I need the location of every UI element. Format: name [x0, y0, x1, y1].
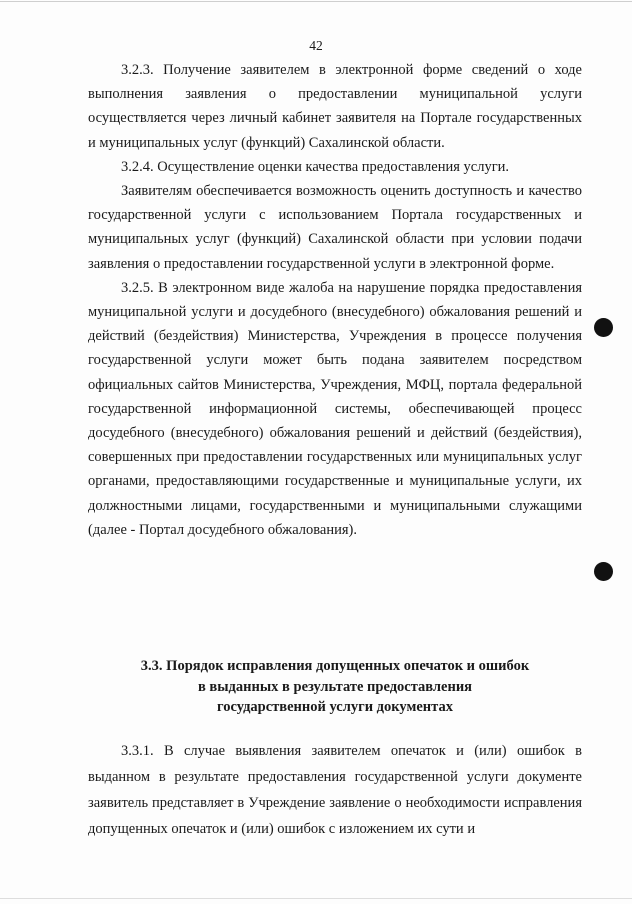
section-heading-line-2: в выданных в результате предоставления: [197, 678, 473, 695]
paragraph-3-2-5: 3.2.5. В электронном виде жалоба на нарушение порядка предоставления муниципальной услуги и досудебного (внесудебного) обжалования решений и действий (бездействия) Министерства, Учреждения в процессе получения государственной услуги может быть подана заявителем посредством официальных сайтов Министерства, Учреждения, МФЦ, портала федеральной государственной информационной системы, обеспечивающей процесс досудебного (внесудебного) обжалования решений и действий (бездействия), совершенных при предоставлении государственных или муниципальных услуг органами, предоставляющими государственные и муниципальные услуги, их должностными лицами, государственными и муниципальными служащими (далее - Портал досудебного обжалования).: [88, 279, 582, 538]
section-heading-line-1: 3.3. Порядок исправления допущенных опечаток и ошибок: [140, 658, 530, 674]
scan-edge-line: [0, 1, 632, 2]
top-text-block: [88, 58, 582, 542]
page-number: 42: [309, 38, 323, 53]
paragraph-3-2-4: 3.2.4. Осуществление оценки качества предоставления услуги.: [121, 158, 510, 175]
paragraph-3-3-1: 3.3.1. В случае выявления заявителем опечаток и (или) ошибок в выданном в результате предоставления государственной услуги документе заявитель представляет в Учреждение заявление о необходимости исправления допущенных опечаток и (или) ошибок с изложением их сути и: [88, 743, 582, 837]
punch-hole-bottom-icon: [594, 562, 613, 581]
scan-edge-line-bottom: [0, 898, 632, 899]
section-heading-3-3: [88, 656, 582, 718]
paragraph-3-2-3: 3.2.3. Получение заявителем в электронной форме сведений о ходе выполнения заявления о предоставлении муниципальной услуги осуществляется через личный кабинет заявителя на Портале государственных и муниципальных услуг (функций) Сахалинской области.: [88, 62, 582, 151]
punch-hole-top-icon: [594, 318, 613, 337]
bottom-text-block: [88, 738, 582, 842]
paragraph-applicants: Заявителям обеспечивается возможность оценить доступность и качество государственной услуги с использованием Портала государственных и муниципальных услуг (функций) Сахалинской области при условии подачи заявления о предоставлении государственной услуги в электронной форме.: [88, 183, 582, 272]
section-heading-line-3: государственной услуги документах: [217, 699, 453, 715]
